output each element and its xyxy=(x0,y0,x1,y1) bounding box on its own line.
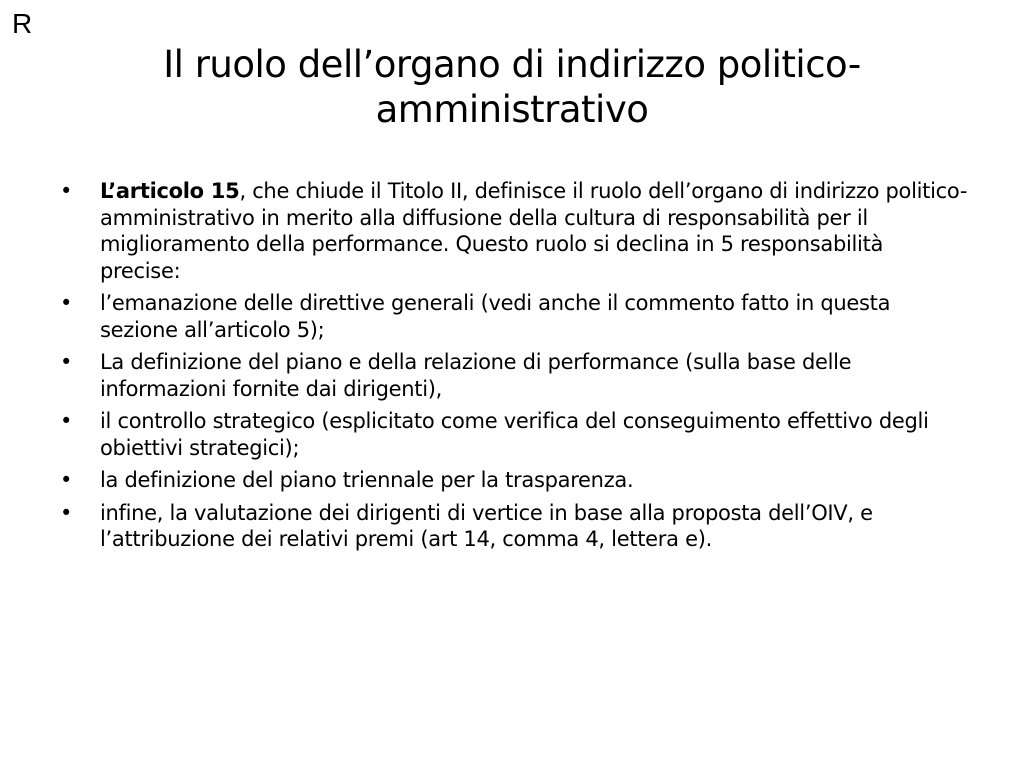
bullet-text: , che chiude il Titolo II, definisce il ruolo dell’organo di indirizzo politico-amministrativo in merito alla diffusione della cultura di responsabilità per il miglioramento della performance. Questo ruolo si declina in 5 responsabilità precise: xyxy=(100,179,968,283)
bullet-item-2 xyxy=(58,290,968,343)
bullet-text: l’emanazione delle direttive generali (vedi anche il commento fatto in questa sezione all’articolo 5); xyxy=(100,291,891,342)
bullet-dot: • xyxy=(60,179,73,203)
bullet-list xyxy=(58,178,968,559)
bullet-item-3 xyxy=(58,349,968,402)
bullet-text: infine, la valutazione dei dirigenti di vertice in base alla proposta dell’OIV, e l’attribuzione dei relativi premi (art 14, comma 4, lettera e). xyxy=(100,500,873,551)
bullet-text: La definizione del piano e della relazione di performance (sulla base delle informazioni fornite dai dirigenti), xyxy=(100,350,852,401)
bullet-item-6 xyxy=(58,500,968,553)
corner-mark: R xyxy=(12,8,33,39)
bullet-dot: • xyxy=(60,468,73,492)
bullet-dot: • xyxy=(60,500,73,525)
bullet-item-1 xyxy=(58,178,968,284)
bullet-bold-text: L’articolo 15 xyxy=(100,179,240,203)
bullet-item-4 xyxy=(58,408,968,461)
bullet-dot: • xyxy=(60,291,73,315)
bullet-dot: • xyxy=(60,350,73,374)
bullet-dot: • xyxy=(60,409,73,433)
bullet-text: il controllo strategico (esplicitato come verifica del conseguimento effettivo degli obiettivi strategici); xyxy=(100,409,929,460)
bullet-text: la definizione del piano triennale per la trasparenza. xyxy=(100,468,634,492)
bullet-item-5 xyxy=(58,467,968,494)
slide-title: Il ruolo dell’organo di indirizzo politico-amministrativo xyxy=(163,43,861,131)
